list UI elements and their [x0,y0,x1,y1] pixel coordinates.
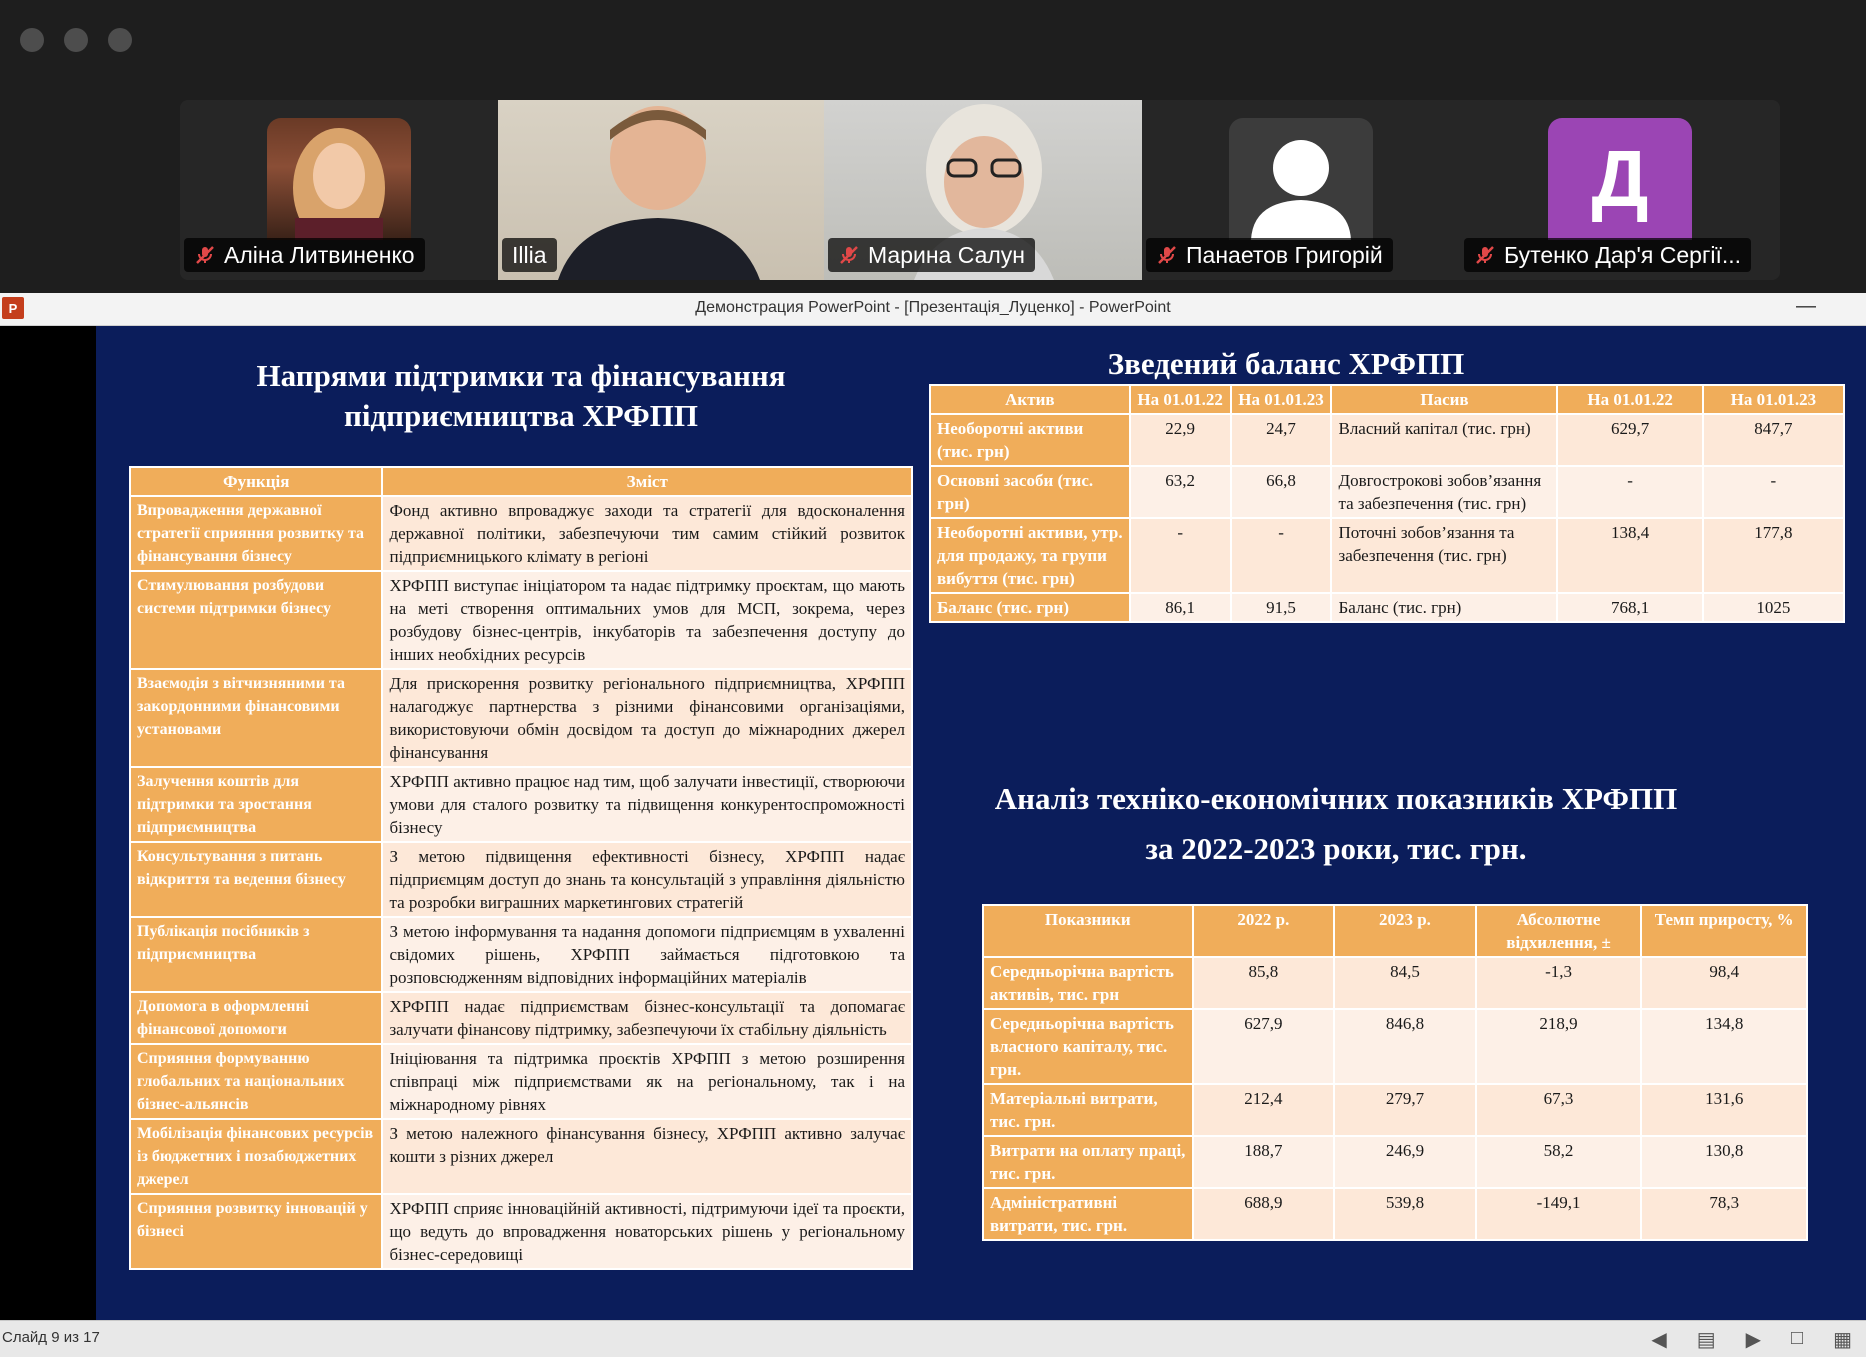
avatar-letter: Д [1591,134,1649,223]
value-cell: 847,7 [1703,414,1844,466]
participant-tile[interactable] [1460,100,1780,280]
value-cell: 66,8 [1231,466,1332,518]
mic-muted-icon [838,244,860,266]
table-header: На 01.01.22 [1130,385,1231,414]
value-cell: 1025 [1703,593,1844,622]
function-cell: Сприяння формуванню глобальних та національних бізнес-альянсів [130,1044,382,1119]
participant-nameplate [1464,238,1751,272]
value-cell: 91,5 [1231,593,1332,622]
table-row [930,518,1844,593]
value-cell: 846,8 [1334,1009,1476,1084]
status-bar [0,1320,1866,1357]
participant-nameplate [184,238,425,272]
normal-view-icon[interactable]: □ [1791,1327,1804,1349]
liability-label-cell: Власний капітал (тис. грн) [1331,414,1557,466]
table-header: 2022 р. [1193,905,1335,957]
value-cell: 98,4 [1641,957,1807,1009]
left-title: Напрями підтримки та фінансування підприємництва ХРФПП [256,358,786,433]
asset-label-cell: Необоротні активи, утр. для продажу, та групи вибуття (тис. грн) [930,518,1130,593]
value-cell: 24,7 [1231,414,1332,466]
value-cell: 188,7 [1193,1136,1335,1188]
value-cell: - [1703,466,1844,518]
value-cell: 279,7 [1334,1084,1476,1136]
content-cell: З метою належного фінансування бізнесу, ХРФПП активно залучає кошти з різних джерел [382,1119,912,1194]
value-cell: - [1130,518,1231,593]
function-cell: Сприяння розвитку інновацій у бізнесі [130,1194,382,1269]
indicator-cell: Середньорічна вартість активів, тис. грн [983,957,1193,1009]
window-controls [20,28,132,52]
value-cell: -1,3 [1476,957,1642,1009]
liability-label-cell: Поточні зобов’язання та забезпечення (тис. грн) [1331,518,1557,593]
table-row [130,917,912,992]
content-cell: ХРФПП виступає ініціатором та надає підтримку проєктам, що мають на меті створення оптимальних умов для МСП, зокрема, через розбудову бізнес-центрів, інкубаторів та забезпечення доступу до інших необхідних ресурсів [382,571,912,669]
content-cell: ХРФПП сприяє інноваційній активності, підтримуючи ідеї та проєкти, що ведуть до впровадження новаторських рішень у регіональному бізнес-середовищі [382,1194,912,1269]
participant-name: Illia [512,241,547,268]
table-header: На 01.01.23 [1703,385,1844,414]
value-cell: 86,1 [1130,593,1231,622]
table-header: На 01.01.23 [1231,385,1332,414]
value-cell: 539,8 [1334,1188,1476,1240]
value-cell: 212,4 [1193,1084,1335,1136]
directions-table [129,466,913,1270]
table-row [983,957,1807,1009]
table-header: Функція [130,467,382,496]
value-cell: 134,8 [1641,1009,1807,1084]
indicator-cell: Середньорічна вартість власного капіталу, тис. грн. [983,1009,1193,1084]
asset-label-cell: Необоротні активи (тис. грн) [930,414,1130,466]
table-row [130,1044,912,1119]
table-row [983,1188,1807,1240]
function-cell: Публікація посібників з підприємництва [130,917,382,992]
table-row [983,1009,1807,1084]
table-header: Зміст [382,467,912,496]
asset-label-cell: Основні засоби (тис. грн) [930,466,1130,518]
presentation-slide [96,326,1866,1320]
participant-name: Бутенко Дар'я Сергії... [1504,241,1742,268]
content-cell: З метою інформування та надання допомоги підприємцям в ухваленні свідомих рішень, ХРФПП займається підготовкою та розповсюдженням відповідних інформаційних матеріалів [382,917,912,992]
participant-tile[interactable] [824,100,1142,280]
content-cell: ХРФПП надає підприємствам бізнес-консультації та допомагає залучати фінансову підтримку, забезпечуючи їх стабільну діяльність [382,992,912,1044]
powerpoint-icon: P [2,297,24,319]
table-row [130,571,912,669]
value-cell: 85,8 [1193,957,1335,1009]
participant-nameplate [828,238,1035,272]
participant-avatar [1548,118,1692,240]
value-cell: - [1557,466,1702,518]
content-cell: Ініціювання та підтримка проєктів ХРФПП з метою розширення співпраці між підприємствами як на регіональному, так і на міжнародному рівнях [382,1044,912,1119]
function-cell: Консультування з питань відкриття та ведення бізнесу [130,842,382,917]
value-cell: - [1231,518,1332,593]
table-row [130,1119,912,1194]
indicator-cell: Витрати на оплату праці, тис. грн. [983,1136,1193,1188]
balance-table [929,384,1845,623]
minimize-button[interactable]: — [1796,295,1816,317]
value-cell: 67,3 [1476,1084,1642,1136]
table-row [930,414,1844,466]
value-cell: 130,8 [1641,1136,1807,1188]
function-cell: Стимулювання розбудови системи підтримки бізнесу [130,571,382,669]
participant-video [267,118,411,240]
function-cell: Залучення коштів для підтримки та зростання підприємництва [130,767,382,842]
participant-name: Панаетов Григорій [1186,241,1383,268]
mic-muted-icon [1156,244,1178,266]
participant-tile[interactable] [1142,100,1460,280]
content-cell: ХРФПП активно працює над тим, щоб залучати інвестиції, створюючи умови для сталого розвитку та підвищення конкурентоспроможності бізнесу [382,767,912,842]
value-cell: 177,8 [1703,518,1844,593]
mic-muted-icon [1474,244,1496,266]
window-title: Демонстрация PowerPoint - [Презентація_Луценко] - PowerPoint [695,299,1171,316]
table-row [130,842,912,917]
liability-label-cell: Довгострокові зобов’язання та забезпечення (тис. грн) [1331,466,1557,518]
value-cell: 768,1 [1557,593,1702,622]
content-cell: Для прискорення розвитку регіонального підприємництва, ХРФПП налагоджує партнерства з різними фінансовими організаціями, використовуючи обмін досвідом та доступ до міжнародних джерел фінансування [382,669,912,767]
zoom-window-button[interactable] [108,28,132,52]
table-header: Пасив [1331,385,1557,414]
participant-nameplate [1146,238,1393,272]
table-row [130,496,912,571]
content-cell: З метою підвищення ефективності бізнесу, ХРФПП надає підприємцям доступ до знань та консультацій з управління діяльністю та розробки виграшних маркетингових стратегій [382,842,912,917]
analysis-title: Аналіз техніко-економічних показників ХРФПП за 2022-2023 роки, тис. грн. [994,781,1678,866]
minimize-window-button[interactable] [64,28,88,52]
value-cell: 688,9 [1193,1188,1335,1240]
slide-counter: Слайд 9 из 17 [2,1329,100,1346]
table-row [130,767,912,842]
value-cell: 63,2 [1130,466,1231,518]
slide-menu-icon[interactable]: ▤ [1696,1329,1716,1351]
table-row [930,593,1844,622]
table-header: Актив [930,385,1130,414]
participant-avatar [1229,118,1373,240]
mic-muted-icon [194,244,216,266]
content-cell: Фонд активно впроваджує заходи та стратегії для вдосконалення державної політики, забезпечуючи тим самим стійкий розвиток підприємницького клімату в регіоні [382,496,912,571]
function-cell: Впровадження державної стратегії сприяння розвитку та фінансування бізнесу [130,496,382,571]
previous-slide-icon[interactable]: ◀ [1651,1329,1667,1351]
table-row [930,466,1844,518]
table-header: На 01.01.22 [1557,385,1702,414]
value-cell: -149,1 [1476,1188,1642,1240]
participant-name: Марина Салун [868,241,1026,268]
value-cell: 22,9 [1130,414,1231,466]
function-cell: Мобілізація фінансових ресурсів із бюджетних і позабюджетних джерел [130,1119,382,1194]
table-header: Абсолютне відхилення, ± [1476,905,1642,957]
table-row [983,1136,1807,1188]
function-cell: Взаємодія з вітчизняними та закордонними фінансовими установами [130,669,382,767]
status-controls [1651,1327,1852,1352]
table-row [130,669,912,767]
person-icon [1229,118,1373,240]
table-header: 2023 р. [1334,905,1476,957]
value-cell: 138,4 [1557,518,1702,593]
value-cell: 58,2 [1476,1136,1642,1188]
value-cell: 84,5 [1334,957,1476,1009]
close-window-button[interactable] [20,28,44,52]
indicator-cell: Адміністративні витрати, тис. грн. [983,1188,1193,1240]
analysis-table [982,904,1808,1241]
table-row [130,992,912,1044]
liability-label-cell: Баланс (тис. грн) [1331,593,1557,622]
value-cell: 131,6 [1641,1084,1807,1136]
asset-label-cell: Баланс (тис. грн) [930,593,1130,622]
participant-tile-active[interactable] [498,100,824,280]
slide-sorter-icon[interactable]: ▦ [1833,1329,1852,1351]
value-cell: 629,7 [1557,414,1702,466]
table-header: Показники [983,905,1193,957]
indicator-cell: Матеріальні витрати, тис. грн. [983,1084,1193,1136]
table-header: Темп приросту, % [1641,905,1807,957]
balance-title: Зведений баланс ХРФПП [1107,346,1465,381]
value-cell: 78,3 [1641,1188,1807,1240]
participant-tile[interactable] [180,100,498,280]
next-slide-icon[interactable]: ▶ [1745,1329,1761,1351]
participant-name: Аліна Литвиненко [224,241,415,268]
value-cell: 627,9 [1193,1009,1335,1084]
presentation-titlebar [0,293,1866,326]
table-row [983,1084,1807,1136]
participant-strip [180,100,1780,280]
value-cell: 246,9 [1334,1136,1476,1188]
participant-nameplate [502,238,557,272]
table-row [130,1194,912,1269]
value-cell: 218,9 [1476,1009,1642,1084]
function-cell: Допомога в оформленні фінансової допомоги [130,992,382,1044]
